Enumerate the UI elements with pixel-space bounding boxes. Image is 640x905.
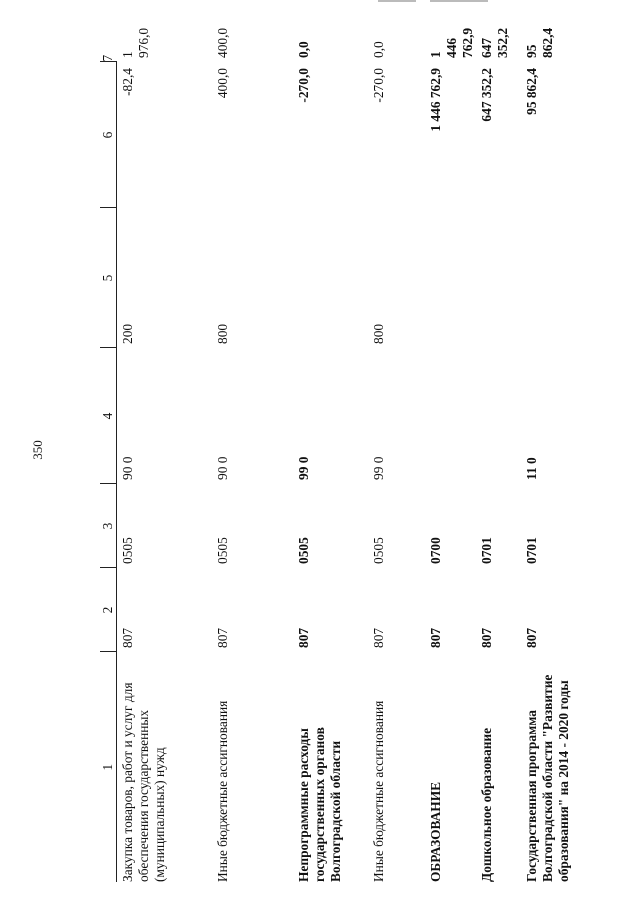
amount-change: -82,4 [120, 68, 136, 96]
expense-type-code: 800 [215, 323, 231, 344]
section-code: 0505 [120, 537, 136, 564]
table-row: Государственная программа Волгоградской области "Развитие образования" на 2014 - 2020 годы 807 0701 11 0 95 862,4 95 862,4 [521, 62, 614, 882]
row-description: Дошкольное образование [479, 727, 495, 882]
rotated-table-container [100, 27, 630, 882]
table-row: Дошкольное образование 807 0701 647 352,2 647 352,2 [476, 62, 521, 882]
amount-change: 647 352,2 [479, 68, 495, 122]
section-code: 0701 [524, 537, 540, 564]
column-header: 2 [100, 568, 117, 652]
expense-type-code [521, 208, 614, 348]
section-code: 0505 [296, 537, 312, 564]
section-code: 0700 [428, 537, 444, 564]
ministry-code: 807 [524, 627, 540, 648]
amount-change: 400,0 [215, 68, 231, 99]
page-number: 350 [30, 440, 45, 460]
amount-change: -270,0 [296, 68, 312, 103]
section-code: 0505 [371, 537, 387, 564]
row-description: Закупка товаров, работ и услуг для обеспечения государственных (муниципальных) нужд [120, 682, 168, 882]
table-row: Закупка товаров, работ и услуг для обеспечения государственных (муниципальных) нужд 807 0505 90 0 200 -82,4 1 976,0 [117, 62, 213, 882]
row-description: Непрограммные расходы государственных органов Волгоградской области [296, 727, 344, 882]
header-row: 1 2 3 4 5 6 7 [100, 62, 117, 882]
table-row: Непрограммные расходы государственных органов Волгоградской области 807 0505 99 0 -270,0 0,0 [293, 62, 368, 882]
row-description: ОБРАЗОВАНИЕ [428, 781, 444, 882]
column-header: 4 [100, 348, 117, 484]
expense-type-code: 800 [371, 323, 387, 344]
budget-table [100, 27, 614, 883]
amount-change: -270,0 [371, 68, 387, 103]
column-header: 6 [100, 62, 117, 208]
program-code [476, 348, 521, 484]
section-code: 0505 [215, 537, 231, 564]
column-header: 5 [100, 208, 117, 348]
expense-type-code [476, 208, 521, 348]
ministry-code: 807 [215, 627, 231, 648]
ministry-code: 807 [296, 627, 312, 648]
amount-change: 95 862,4 [524, 68, 540, 115]
row-description: Государственная программа Волгоградской области "Развитие образования" на 2014 - 2020 годы [524, 674, 572, 882]
table-row: Иные бюджетные ассигнования 807 0505 99 0 800 -270,0 0,0 [368, 62, 425, 882]
table-row: Иные бюджетные ассигнования 807 0505 90 0 800 400,0 400,0 [212, 62, 293, 882]
row-description: Иные бюджетные ассигнования [215, 700, 231, 882]
program-code: 90 0 [215, 456, 231, 480]
ministry-code: 807 [428, 627, 444, 648]
program-code: 99 0 [296, 456, 312, 480]
program-code: 99 0 [371, 456, 387, 480]
amount-change: 1 446 762,9 [428, 68, 444, 132]
program-code: 11 0 [524, 457, 540, 480]
column-header: 1 [100, 652, 117, 882]
scan-edge-mark [378, 0, 490, 4]
expense-type-code [293, 208, 368, 348]
ministry-code: 807 [371, 627, 387, 648]
table-row: ОБРАЗОВАНИЕ 807 0700 1 446 762,9 1 446 762,9 [425, 62, 476, 882]
section-code: 0701 [479, 537, 495, 564]
ministry-code: 807 [479, 627, 495, 648]
row-description: Иные бюджетные ассигнования [371, 700, 387, 882]
expense-type-code: 200 [120, 323, 136, 344]
program-code [425, 348, 476, 484]
column-header: 3 [100, 484, 117, 568]
ministry-code: 807 [120, 627, 136, 648]
expense-type-code [425, 208, 476, 348]
program-code: 90 0 [120, 456, 136, 480]
